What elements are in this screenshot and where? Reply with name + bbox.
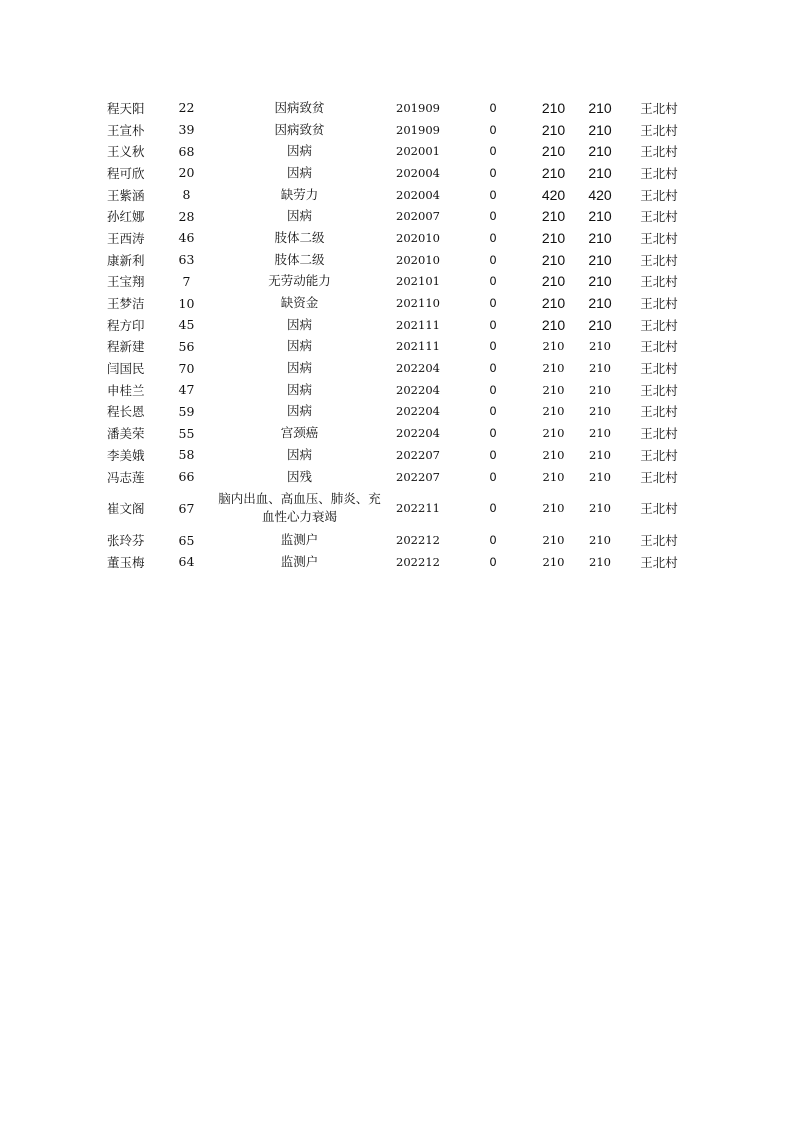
age-cell: 39 (178, 122, 195, 138)
village-cell: 王北村 (640, 165, 678, 181)
amount-b-cell: 210 (588, 229, 612, 246)
reason-cell: 因残 (286, 468, 312, 484)
age-cell: 65 (178, 532, 195, 548)
zero-cell: 0 (489, 447, 497, 462)
date-cell: 202004 (396, 165, 440, 180)
date-cell: 202010 (396, 230, 440, 245)
amount-a-cell: 210 (541, 121, 566, 138)
amount-b-cell: 210 (588, 251, 612, 268)
amount-b-cell: 210 (589, 339, 611, 354)
reason-cell: 肢体二级 (274, 229, 325, 245)
age-cell: 63 (178, 252, 195, 268)
village-cell: 王北村 (640, 554, 678, 570)
name-cell: 王宣朴 (107, 122, 145, 138)
zero-cell: 0 (489, 469, 497, 484)
reason-cell: 脑内出血、高血压、肺炎、充血性心力衰竭 (218, 491, 381, 525)
amount-b-cell: 210 (589, 361, 611, 376)
village-cell: 王北村 (640, 382, 678, 398)
date-cell: 202211 (396, 501, 440, 516)
table-row (97, 357, 697, 379)
zero-cell: 0 (489, 230, 497, 245)
name-cell: 李美娥 (107, 447, 145, 463)
name-cell: 潘美荣 (107, 426, 145, 442)
reason-cell: 因病 (286, 446, 312, 462)
date-cell: 202111 (396, 339, 440, 354)
amount-a-cell: 210 (541, 316, 566, 333)
amount-b-cell: 210 (588, 164, 612, 181)
table-row (97, 184, 697, 206)
table-row (97, 551, 697, 573)
zero-cell: 0 (489, 533, 497, 548)
age-cell: 10 (178, 295, 195, 311)
date-cell: 202001 (396, 144, 440, 159)
name-cell: 张玲芬 (107, 533, 145, 549)
village-cell: 王北村 (640, 122, 678, 138)
table-row (97, 205, 697, 227)
amount-b-cell: 210 (589, 382, 611, 397)
name-cell: 王紫涵 (107, 187, 145, 203)
amount-a-cell: 210 (542, 469, 565, 484)
name-cell: 程方印 (107, 317, 145, 333)
amount-b-cell: 210 (589, 554, 611, 569)
amount-b-cell: 210 (589, 501, 611, 516)
amount-a-cell: 210 (541, 99, 566, 116)
zero-cell: 0 (489, 382, 497, 397)
amount-a-cell: 210 (541, 208, 566, 225)
amount-a-cell: 210 (542, 447, 565, 462)
date-cell: 202204 (396, 361, 440, 376)
amount-b-cell: 210 (589, 447, 611, 462)
village-cell: 王北村 (640, 296, 678, 312)
village-cell: 王北村 (640, 447, 678, 463)
reason-cell: 肢体二级 (274, 251, 325, 267)
age-cell: 67 (178, 500, 195, 516)
name-cell: 王义秋 (107, 144, 145, 160)
date-cell: 202212 (396, 554, 440, 569)
reason-cell: 因病 (286, 403, 312, 419)
table-row (97, 422, 697, 444)
village-cell: 王北村 (640, 187, 678, 203)
zero-cell: 0 (489, 317, 497, 332)
amount-b-cell: 210 (589, 533, 611, 548)
date-cell: 202007 (396, 209, 440, 224)
amount-b-cell: 210 (589, 404, 611, 419)
zero-cell: 0 (489, 209, 497, 224)
name-cell: 程天阳 (107, 100, 145, 116)
table-row (97, 529, 697, 551)
date-cell: 202207 (396, 469, 440, 484)
age-cell: 59 (178, 403, 195, 419)
age-cell: 56 (178, 338, 195, 354)
village-cell: 王北村 (640, 501, 678, 517)
amount-a-cell: 210 (542, 361, 565, 376)
age-cell: 22 (178, 100, 195, 116)
reason-cell: 因病 (286, 338, 312, 354)
table-row (97, 162, 697, 184)
age-cell: 28 (178, 208, 195, 224)
name-cell: 闫国民 (107, 361, 145, 377)
date-cell: 202204 (396, 382, 440, 397)
date-cell: 202010 (396, 252, 440, 267)
age-cell: 70 (178, 360, 195, 376)
reason-cell: 因病 (286, 360, 312, 376)
amount-a-cell: 210 (542, 501, 565, 516)
table-row (97, 487, 697, 529)
zero-cell: 0 (489, 554, 497, 569)
table-row (97, 466, 697, 488)
date-cell: 202111 (396, 317, 440, 332)
zero-cell: 0 (489, 296, 497, 311)
age-cell: 68 (178, 143, 195, 159)
table-row (97, 336, 697, 358)
age-cell: 20 (178, 165, 195, 181)
village-cell: 王北村 (640, 426, 678, 442)
amount-a-cell: 210 (542, 426, 565, 441)
zero-cell: 0 (489, 144, 497, 159)
village-cell: 王北村 (640, 317, 678, 333)
amount-b-cell: 210 (588, 99, 612, 116)
name-cell: 冯志莲 (107, 469, 145, 485)
amount-b-cell: 210 (588, 143, 612, 160)
reason-cell: 监测户 (280, 553, 319, 569)
date-cell: 202204 (396, 404, 440, 419)
zero-cell: 0 (489, 165, 497, 180)
reason-cell: 宫颈癌 (280, 425, 319, 441)
zero-cell: 0 (489, 187, 497, 202)
name-cell: 王宝翔 (107, 274, 145, 290)
village-cell: 王北村 (640, 361, 678, 377)
zero-cell: 0 (489, 501, 497, 516)
village-cell: 王北村 (640, 533, 678, 549)
village-cell: 王北村 (640, 100, 678, 116)
amount-a-cell: 420 (541, 186, 566, 203)
name-cell: 申桂兰 (107, 382, 145, 398)
village-cell: 王北村 (640, 339, 678, 355)
table-row (97, 271, 697, 293)
age-cell: 47 (178, 382, 195, 398)
amount-a-cell: 210 (542, 533, 565, 548)
date-cell: 201909 (396, 122, 440, 137)
name-cell: 王西涛 (107, 230, 145, 246)
table-row (97, 292, 697, 314)
name-cell: 程长恩 (107, 404, 145, 420)
table-row (97, 444, 697, 466)
name-cell: 康新利 (107, 252, 145, 268)
village-cell: 王北村 (640, 274, 678, 290)
age-cell: 64 (178, 554, 195, 570)
table-row (97, 140, 697, 162)
table-row (97, 379, 697, 401)
amount-a-cell: 210 (542, 339, 565, 354)
date-cell: 202204 (396, 426, 440, 441)
date-cell: 202207 (396, 447, 440, 462)
village-cell: 王北村 (640, 209, 678, 225)
amount-a-cell: 210 (541, 295, 566, 312)
reason-cell: 无劳动能力 (268, 273, 331, 289)
amount-a-cell: 210 (541, 143, 566, 160)
table-row (97, 401, 697, 423)
name-cell: 王梦洁 (107, 296, 145, 312)
zero-cell: 0 (489, 404, 497, 419)
age-cell: 46 (178, 230, 195, 246)
table-row (97, 249, 697, 271)
age-cell: 7 (182, 273, 191, 289)
reason-cell: 缺资金 (280, 295, 319, 311)
age-cell: 8 (182, 187, 191, 203)
age-cell: 66 (178, 469, 195, 485)
table-row (97, 314, 697, 336)
zero-cell: 0 (489, 100, 497, 115)
amount-a-cell: 210 (542, 404, 565, 419)
date-cell: 202212 (396, 533, 440, 548)
date-cell: 201909 (396, 100, 440, 115)
reason-cell: 因病 (286, 164, 312, 180)
reason-cell: 因病 (286, 208, 312, 224)
name-cell: 崔文阁 (107, 501, 145, 517)
record-table (97, 97, 697, 573)
reason-cell: 因病致贫 (274, 121, 325, 137)
reason-cell: 因病 (286, 381, 312, 397)
name-cell: 程新建 (107, 339, 145, 355)
village-cell: 王北村 (640, 252, 678, 268)
zero-cell: 0 (489, 426, 497, 441)
reason-cell: 因病 (286, 143, 312, 159)
amount-a-cell: 210 (541, 229, 566, 246)
date-cell: 202101 (396, 274, 440, 289)
name-cell: 董玉梅 (107, 554, 145, 570)
reason-cell: 因病 (286, 316, 312, 332)
name-cell: 程可欣 (107, 165, 145, 181)
amount-b-cell: 210 (588, 208, 612, 225)
age-cell: 58 (178, 447, 195, 463)
amount-b-cell: 210 (589, 426, 611, 441)
village-cell: 王北村 (640, 144, 678, 160)
amount-b-cell: 210 (588, 295, 612, 312)
age-cell: 45 (178, 317, 195, 333)
amount-b-cell: 210 (588, 121, 612, 138)
date-cell: 202110 (396, 296, 440, 311)
amount-a-cell: 210 (541, 251, 566, 268)
amount-a-cell: 210 (541, 164, 566, 181)
village-cell: 王北村 (640, 469, 678, 485)
name-cell: 孙红娜 (107, 209, 145, 225)
amount-a-cell: 210 (542, 554, 565, 569)
zero-cell: 0 (489, 122, 497, 137)
zero-cell: 0 (489, 361, 497, 376)
zero-cell: 0 (489, 339, 497, 354)
amount-b-cell: 210 (588, 273, 612, 290)
table-row (97, 119, 697, 141)
amount-a-cell: 210 (541, 273, 566, 290)
reason-cell: 监测户 (280, 532, 319, 548)
reason-cell: 因病致贫 (274, 99, 325, 115)
zero-cell: 0 (489, 252, 497, 267)
amount-b-cell: 210 (589, 469, 611, 484)
zero-cell: 0 (489, 274, 497, 289)
amount-b-cell: 210 (588, 316, 612, 333)
reason-cell: 缺劳力 (280, 186, 319, 202)
amount-b-cell: 420 (588, 186, 612, 203)
amount-a-cell: 210 (542, 382, 565, 397)
village-cell: 王北村 (640, 404, 678, 420)
table-row (97, 97, 697, 119)
village-cell: 王北村 (640, 230, 678, 246)
date-cell: 202004 (396, 187, 440, 202)
age-cell: 55 (178, 425, 195, 441)
table-row (97, 227, 697, 249)
